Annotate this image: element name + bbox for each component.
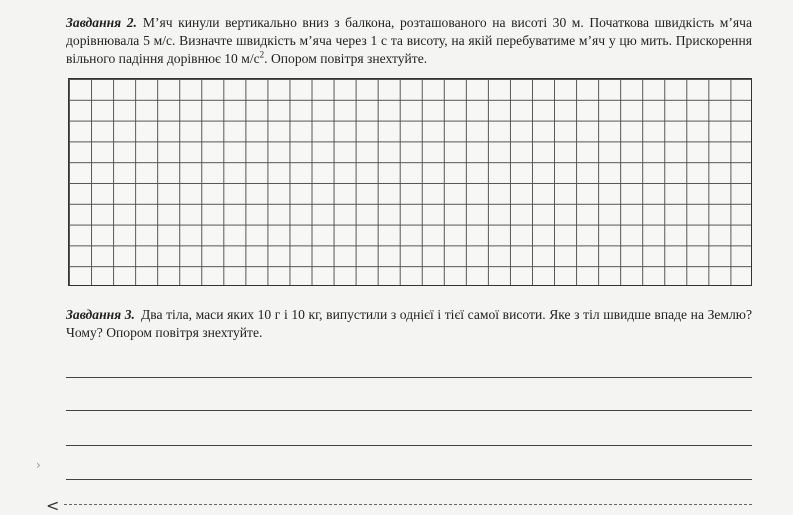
- cut-arrow-icon: <: [46, 496, 60, 515]
- cut-line: [64, 504, 752, 505]
- task-2: [66, 14, 752, 68]
- task-2-text: М’яч кинули вертикально вниз з балкона, розташованого на висоті 30 м. Початкова швидкість м’яча дорівнювала 5 м/с. Визначте швидкість м’яча через 1 с та висоту, на якій перебуватиме м’яч у цю мить. Прискорення вільного падіння дорівнює 10 м/с: [66, 15, 752, 66]
- task-2-exponent: 2: [259, 49, 265, 60]
- answer-line-2[interactable]: [66, 410, 752, 411]
- task-3-label: Завдання 3.: [66, 307, 135, 322]
- answer-grid[interactable]: [68, 78, 752, 286]
- answer-line-1[interactable]: [66, 377, 752, 378]
- answer-line-3[interactable]: [66, 445, 752, 446]
- answer-line-4[interactable]: [66, 479, 752, 480]
- task-2-tail: . Опором повітря знехтуйте.: [264, 51, 428, 66]
- task-3-text: Два тіла, маси яких 10 г і 10 кг, випустили з однієї і тієї самої висоти. Яке з тіл швидше впаде на Землю? Чому? Опором повітря знехтуйте.: [66, 307, 752, 340]
- task-2-label: Завдання 2.: [66, 15, 137, 30]
- margin-tick: ›: [36, 458, 41, 472]
- task-3: [66, 306, 752, 342]
